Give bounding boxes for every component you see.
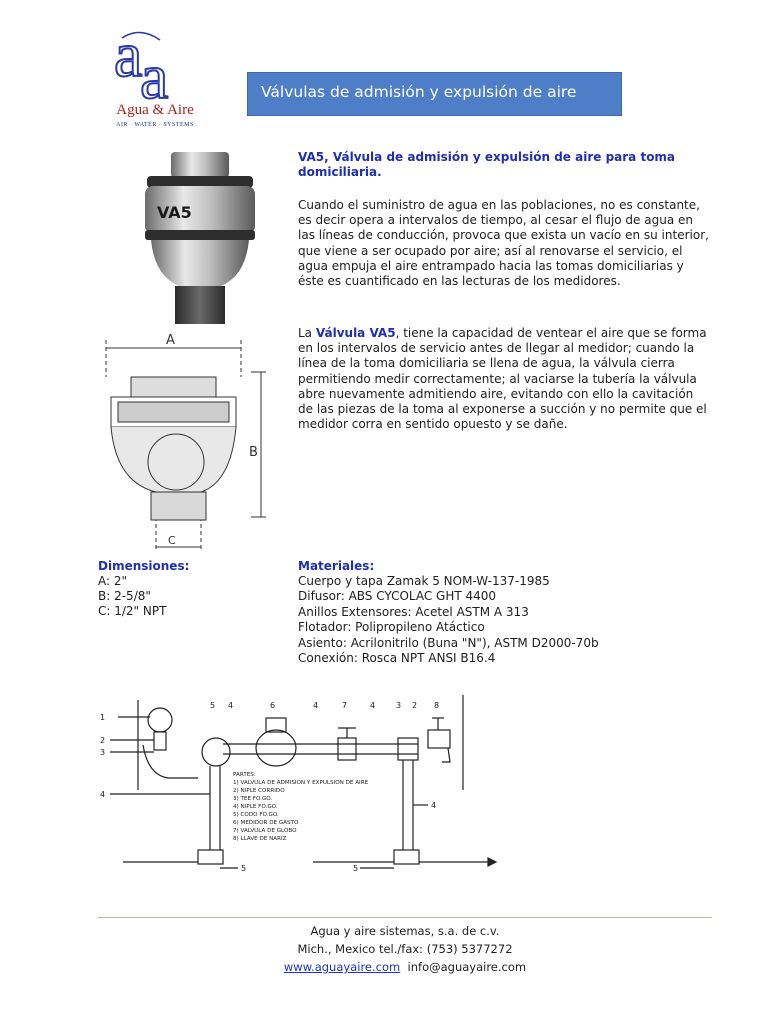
material-item: Anillos Extensores: Acetel ASTM A 313 [298, 605, 529, 619]
parts-item: 2) NIPLE CORRIDO [233, 788, 285, 794]
diagram-number: 2 [412, 701, 418, 710]
diagram-number: 5 [241, 864, 247, 873]
diagram-number: 5 [210, 701, 216, 710]
dimensions-heading: Dimensiones: [98, 559, 190, 573]
diagram-number: 4 [313, 701, 319, 710]
installation-diagram [98, 690, 498, 875]
paragraph-prefix: La [298, 326, 316, 340]
description-paragraph: Cuando el suministro de agua en las poblaciones, no es constante, es decir opera a intervalos de tiempo, al cesar el flujo de agua en las líneas de conducción, provoca que exista un vacío en su interior, que viene a ser ocupado por aire; así al renovarse el servicio, el agua empuja el aire entrampado hacia las tomas domiciliarias y éste es cuantificado en las lecturas de los medidores. [298, 198, 709, 289]
dimension-c: C: 1/2" NPT [98, 604, 167, 618]
diagram-number: 8 [434, 701, 440, 710]
parts-item: 4) NIPLE FO.GO. [233, 804, 278, 810]
material-item: Flotador: Polipropileno Atáctico [298, 620, 485, 634]
diagram-number: 4 [100, 790, 106, 799]
material-item: Asiento: Acrilonitrilo (Buna "N"), ASTM D2000-70b [298, 636, 599, 650]
diagram-number: 2 [100, 736, 106, 745]
footer-links [98, 958, 712, 976]
product-photo-label: VA5 [157, 203, 192, 222]
parts-item: 8) LLAVE DE NARIZ [233, 836, 287, 842]
svg-text:a: a [140, 41, 169, 108]
function-paragraph [298, 326, 710, 432]
material-item: Cuerpo y tapa Zamak 5 NOM-W-137-1985 [298, 574, 550, 588]
product-name-emphasis: Válvula VA5 [315, 326, 396, 340]
footer-company: Agua y aire sistemas, s.a. de c.v. [310, 924, 500, 938]
parts-item: 7) VALVULA DE GLOBO [233, 828, 297, 834]
footer-divider [98, 917, 712, 918]
product-photo [135, 150, 265, 325]
drawing-label-c: C [168, 534, 176, 547]
diagram-number: 4 [228, 701, 234, 710]
materials-heading: Materiales: [298, 559, 375, 573]
parts-item: 3) TEE FO.GO. [233, 796, 273, 802]
company-logo [100, 18, 210, 138]
footer-contact: Mich., Mexico tel./fax: (753) 5377272 [297, 942, 513, 956]
svg-text:a: a [114, 19, 143, 90]
dimension-drawing [96, 332, 276, 557]
diagram-number: 3 [396, 701, 402, 710]
email-text[interactable]: info@aguayaire.com [407, 960, 527, 974]
parts-title: PARTES: [233, 772, 256, 778]
parts-item: 1) VALVULA DE ADMISION Y EXPULSION DE AIRE [233, 780, 369, 786]
product-heading: VA5, Válvula de admisión y expulsión de aire para toma domiciliaria. [298, 150, 676, 179]
logo-tagline: AIR · WATER · SYSTEMS [116, 122, 194, 128]
diagram-number: 4 [431, 801, 437, 810]
logo-aa-icon [100, 18, 210, 108]
parts-item: 5) CODO FO.GO. [233, 812, 279, 818]
diagram-number: 3 [100, 748, 106, 757]
title-banner [247, 72, 622, 116]
website-link[interactable]: www.aguayaire.com [283, 960, 401, 974]
dimension-a: A: 2" [98, 574, 128, 588]
diagram-number: 6 [270, 701, 276, 710]
diagram-number: 4 [370, 701, 376, 710]
diagram-number: 5 [353, 864, 359, 873]
paragraph-body: , tiene la capacidad de ventear el aire que se forma en los intervalos de servicio antes de llegar al medidor; cuando la línea de la toma domiciliaria se llena de agua, la válvula cierra permitiendo medir correctamente; al vaciarse la tubería la válvula abre nuevamente admitiendo aire, evitando con ello la cavitación de las piezas de la toma al exponerse a succión y no permite que el medidor corra en sentido opuesto y se dañe. [298, 326, 707, 432]
diagram-number: 7 [342, 701, 348, 710]
page-title: Válvulas de admisión y expulsión de aire [261, 83, 577, 101]
parts-item: 6) MEDIDOR DE GASTO [233, 820, 299, 826]
dimension-b: B: 2-5/8" [98, 589, 151, 603]
drawing-label-a: A [166, 333, 175, 348]
diagram-number: 1 [100, 713, 106, 722]
drawing-label-b: B [249, 445, 258, 460]
material-item: Difusor: ABS CYCOLAC GHT 4400 [298, 589, 497, 603]
logo-name: Agua & Aire [116, 102, 194, 118]
material-item: Conexión: Rosca NPT ANSI B16.4 [298, 651, 496, 665]
